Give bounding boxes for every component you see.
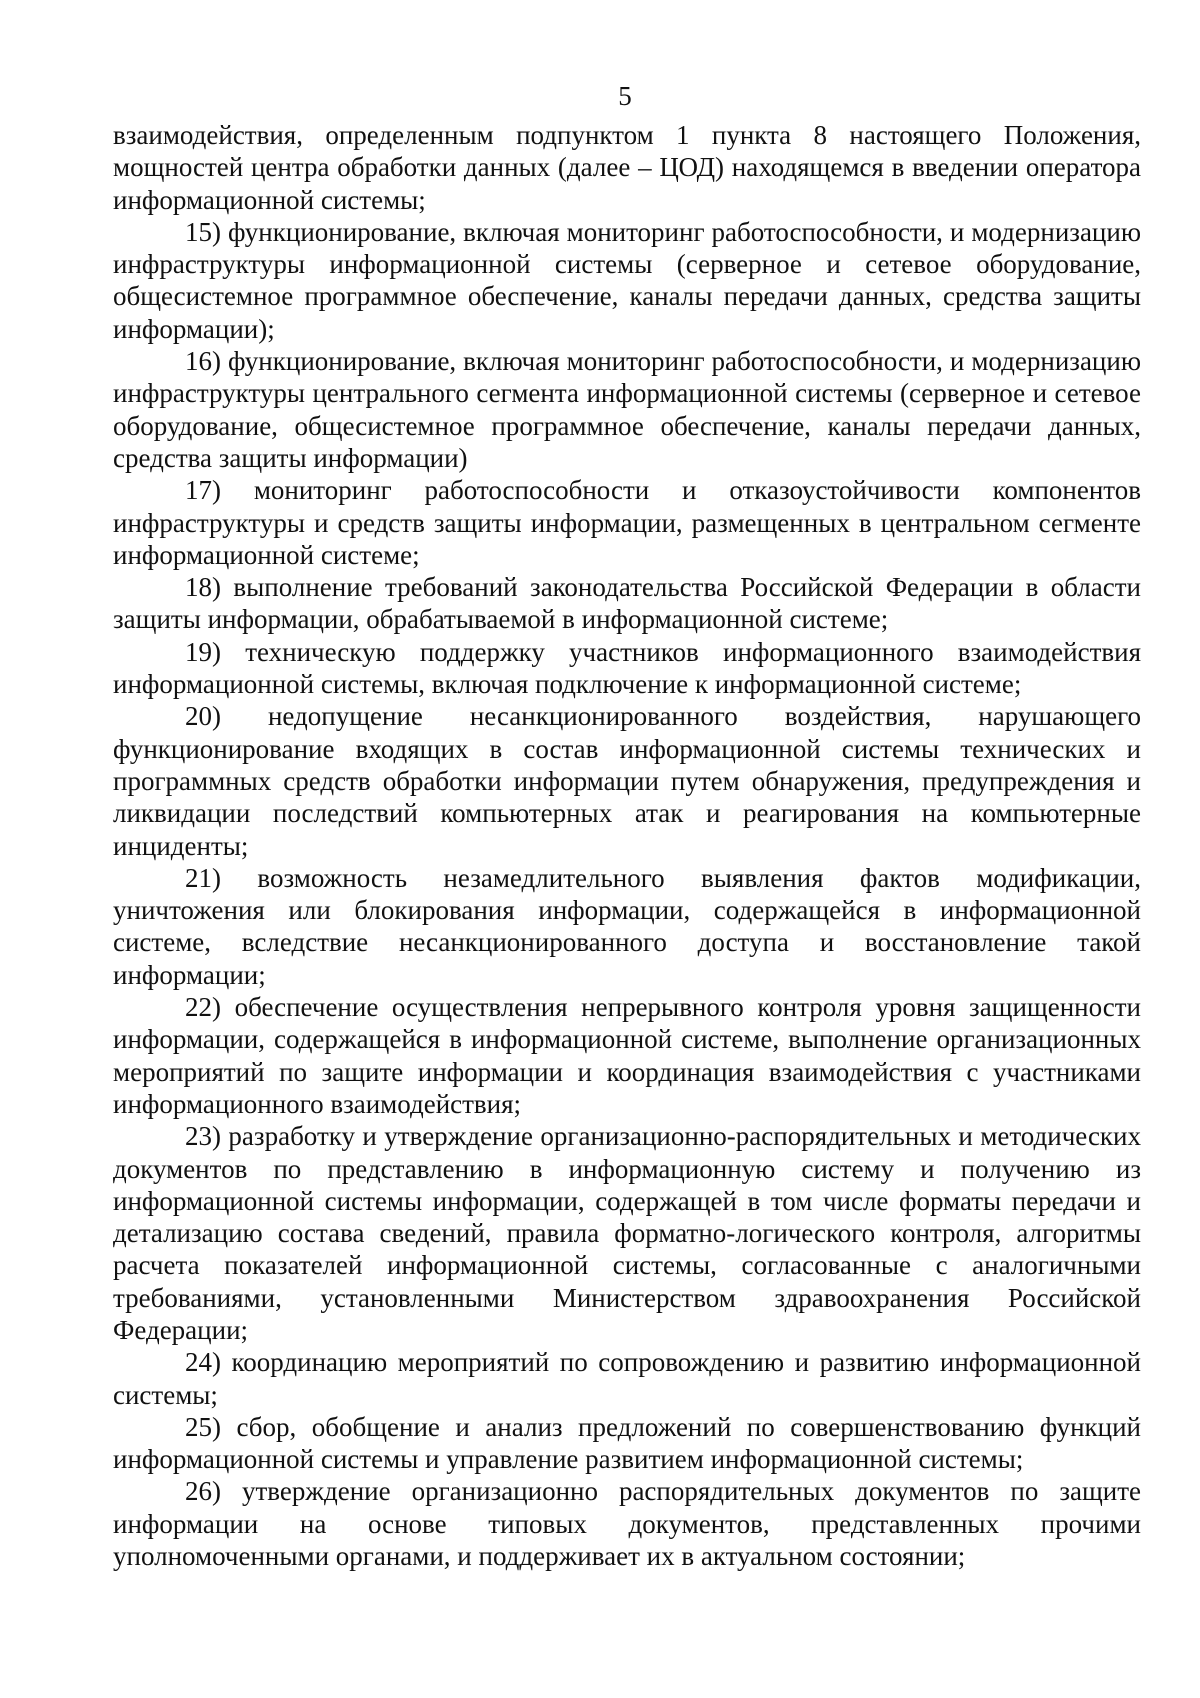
list-item-25: 25) сбор, обобщение и анализ предложений по совершенствованию функций информационной системы и управление развитием информационной системы; — [113, 1411, 1141, 1475]
list-item-26: 26) утверждение организационно распорядительных документов по защите информации на основе типовых документов, представленных прочими уполномоченными органами, и поддерживает их в актуальном состоянии; — [113, 1476, 1141, 1572]
list-item-21: 21) возможность незамедлительного выявления фактов модификации, уничтожения или блокирования информации, содержащейся в информационной системе, вследствие несанкционированного доступа и восстановление такой информации; — [113, 862, 1141, 990]
list-item-19: 19) техническую поддержку участников информационного взаимодействия информационной системы, включая подключение к информационной системе; — [113, 636, 1141, 700]
list-item-18: 18) выполнение требований законодательства Российской Федерации в области защиты информации, обрабатываемой в информационной системе; — [113, 572, 1141, 635]
list-item-15: 15) функционирование, включая мониторинг работоспособности, и модернизацию инфраструктуры информационной системы (серверное и сетевое оборудование, общесистемное программное обеспечение, каналы передачи данных, средства защиты информации); — [113, 216, 1141, 344]
page-number: 5 — [618, 81, 632, 111]
paragraph-continuation: взаимодействия, определенным подпунктом 1 пункта 8 настоящего Положения, мощностей центра обработки данных (далее – ЦОД) находящемся в введении оператора информационной системы; — [113, 120, 1141, 215]
list-item-17: 17) мониторинг работоспособности и отказоустойчивости компонентов инфраструктуры и средств защиты информации, размещенных в центральном сегменте информационной системе; — [113, 475, 1141, 570]
document-body — [113, 119, 1141, 1572]
list-item-24: 24) координацию мероприятий по сопровождению и развитию информационной системы; — [113, 1347, 1141, 1410]
list-item-22: 22) обеспечение осуществления непрерывного контроля уровня защищенности информации, содержащейся в информационной системе, выполнение организационных мероприятий по защите информации и координация взаимодействия с участниками информационного взаимодействия; — [113, 992, 1141, 1119]
list-item-23: 23) разработку и утверждение организационно-распорядительных и методических документов по представлению в информационную систему и получению из информационной системы информации, содержащей в том числе форматы передачи и детализацию состава сведений, правила форматно-логического контроля, алгоритмы расчета показателей информационной системы, согласованные с аналогичными требованиями, установленными Министерством здравоохранения Российской Федерации; — [113, 1121, 1141, 1345]
list-item-20: 20) недопущение несанкционированного воздействия, нарушающего функционирование входящих в состав информационной системы технических и программных средств обработки информации путем обнаружения, предупреждения и ликвидации последствий компьютерных атак и реагирования на компьютерные инциденты; — [113, 701, 1141, 861]
list-item-16: 16) функционирование, включая мониторинг работоспособности, и модернизацию инфраструктуры центрального сегмента информационной системы (серверное и сетевое оборудование, общесистемное программное обеспечение, каналы передачи данных, средства защиты информации) — [113, 346, 1141, 473]
